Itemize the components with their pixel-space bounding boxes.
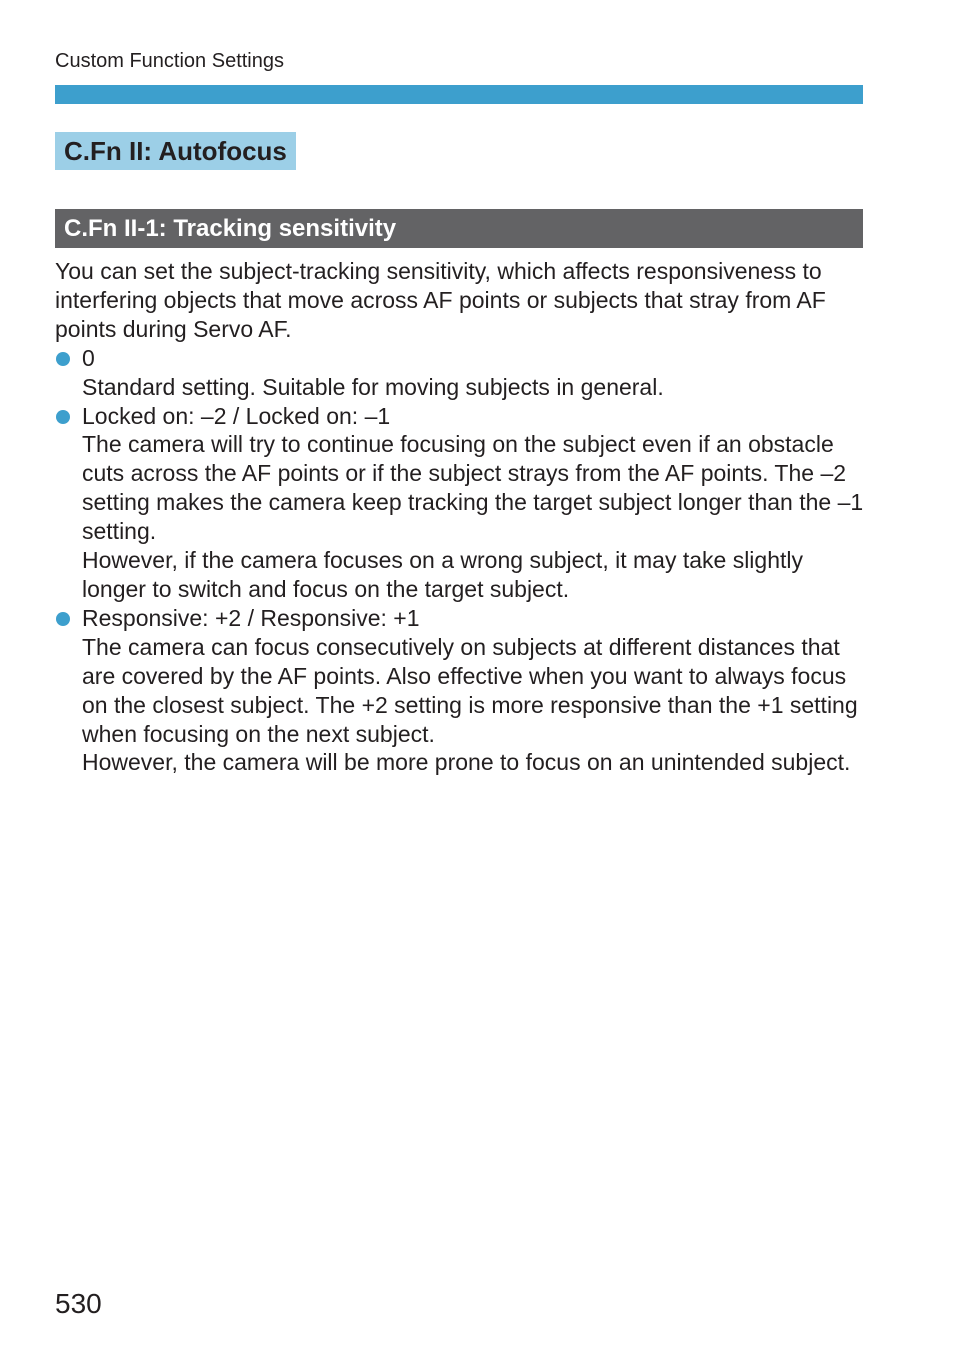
main-content bbox=[55, 257, 867, 777]
page-number: 530 bbox=[55, 1288, 102, 1319]
section-title: C.Fn II: Autofocus bbox=[55, 132, 296, 170]
subsection-bar bbox=[55, 209, 863, 248]
option-description: The camera can focus consecutively on subjects at different distances that are covered by the AF points. Also effective when you want to always focus on the closest subject. The +2 setting is more responsive than the +1 setting when focusing on the next subject. bbox=[82, 633, 858, 747]
option-responsive bbox=[55, 604, 867, 777]
option-description: Standard setting. Suitable for moving subjects in general. bbox=[82, 373, 664, 400]
option-note: However, the camera will be more prone to focus on an unintended subject. bbox=[82, 749, 851, 776]
option-standard bbox=[55, 344, 867, 402]
header-rule bbox=[55, 85, 863, 104]
running-header: Custom Function Settings bbox=[55, 50, 284, 72]
option-locked-on bbox=[55, 402, 867, 604]
option-note: However, if the camera focuses on a wrong subject, it may take slightly longer to switch and focus on the target subject. bbox=[82, 547, 803, 602]
option-label: Locked on: –2 / Locked on: –1 bbox=[82, 402, 391, 429]
option-label: Responsive: +2 / Responsive: +1 bbox=[82, 604, 420, 631]
option-description: The camera will try to continue focusing on the subject even if an obstacle cuts across the AF points or if the subject strays from the AF points. The –2 setting makes the camera keep tracking the target subject longer than the –1 setting. bbox=[82, 431, 864, 545]
bullet-icon bbox=[56, 410, 70, 424]
bullet-icon bbox=[56, 352, 70, 366]
bullet-icon bbox=[56, 612, 70, 626]
option-label: 0 bbox=[82, 344, 95, 371]
subsection-title: C.Fn II-1: Tracking sensitivity bbox=[64, 215, 397, 242]
intro-paragraph: You can set the subject-tracking sensitivity, which affects responsiveness to interfering objects that move across AF points or subjects that stray from AF points during Servo AF. bbox=[55, 258, 826, 342]
